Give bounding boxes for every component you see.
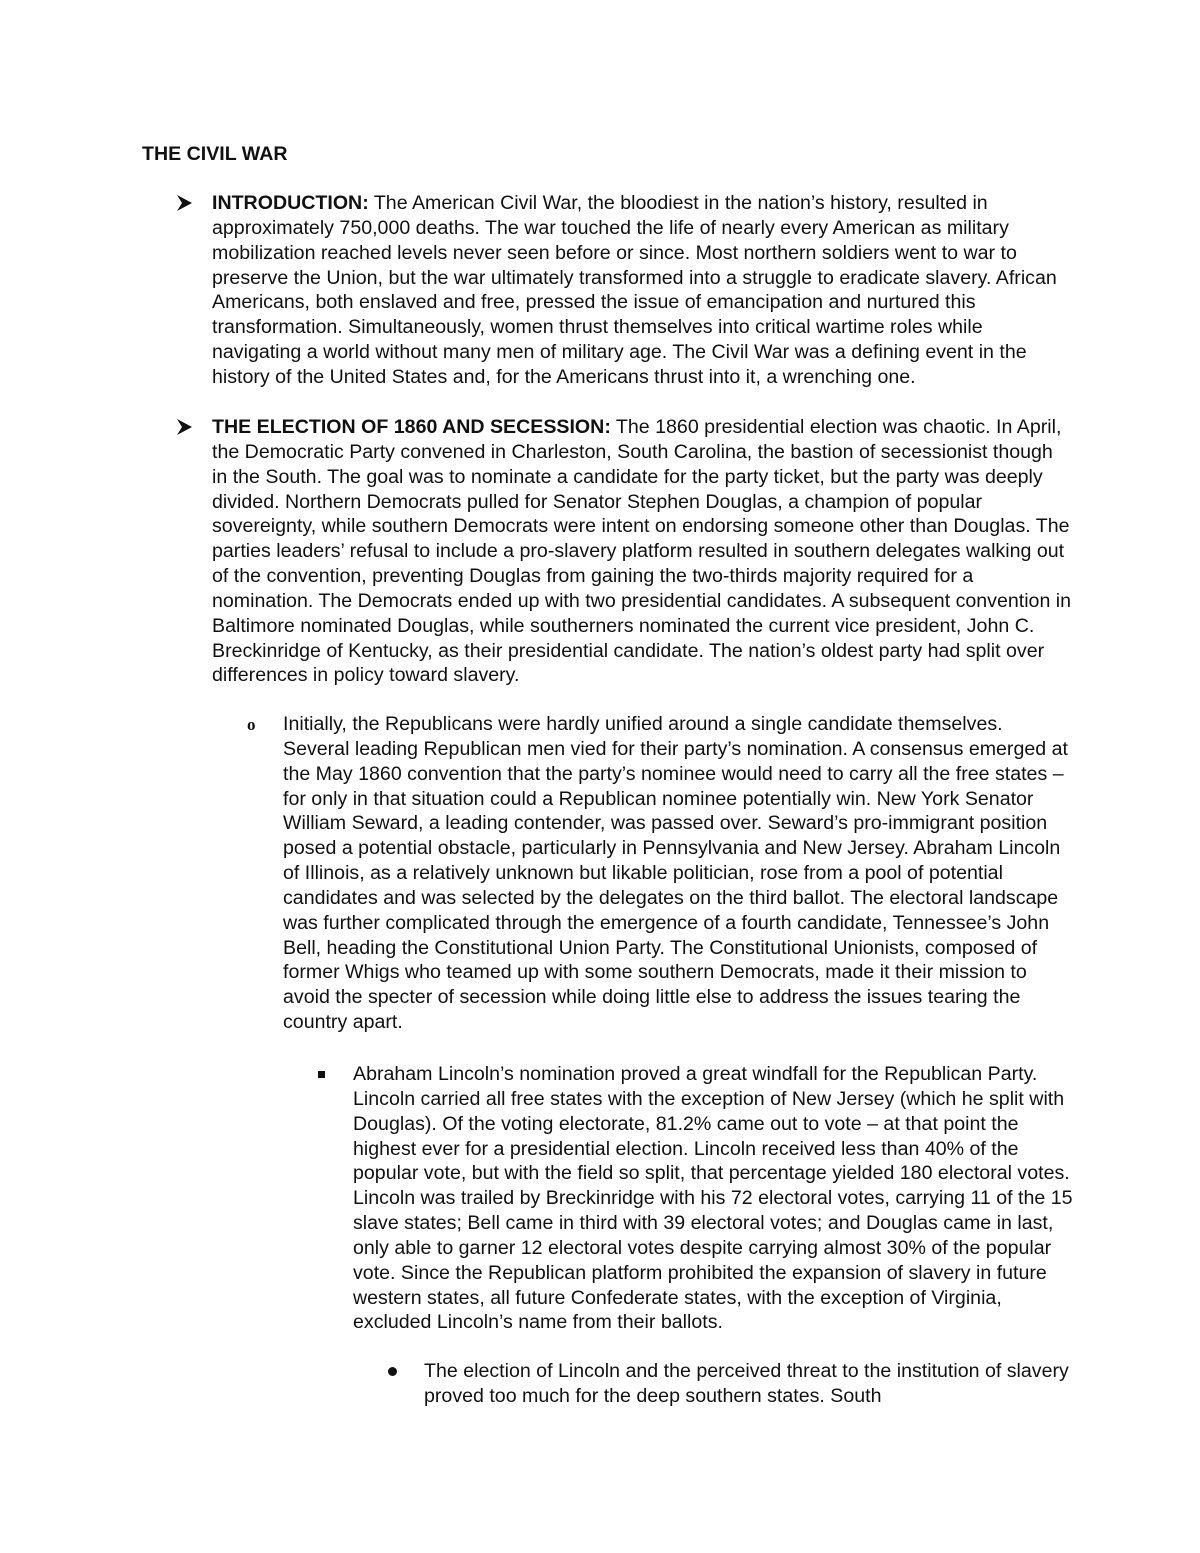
introduction-text: The American Civil War, the bloodiest in the nation’s history, resulted in approximately 750,000 deaths. The war touched the life of nearly every American as military mobilization reached levels never seen before or since. Most northern soldiers went to war to preserve the Union, but the war ultimately transformed into a struggle to eradicate slavery. African Americans, both enslaved and free, pressed the issue of emancipation and nurtured this transformation. Simultaneously, women thrust themselves into critical wartime roles while navigating a world without many men of military age. The Civil War was a defining event in the history of the United States and, for the Americans thrust into it, a wrenching one.: [212, 192, 1057, 388]
lincoln-item: [353, 1062, 1073, 1335]
republicans-item: [247, 712, 1073, 1035]
secession-paragraph: The election of Lincoln and the perceived threat to the institution of slavery proved too much for the deep southern states. South: [424, 1360, 1069, 1407]
election-paragraph: [212, 415, 1072, 688]
square-bullet-icon: [318, 1071, 325, 1078]
arrowhead-bullet-icon: [174, 191, 196, 215]
lincoln-paragraph: Abraham Lincoln’s nomination proved a great windfall for the Republican Party. Lincoln carried all free states with the exception of New Jersey (which he split with Douglas). Of the voting electorate, 81.2% came out to vote – at that point the highest ever for a presidential election. Lincoln received less than 40% of the popular vote, but with the field so split, that percentage yielded 180 electoral votes. Lincoln was trailed by Breckinridge with his 72 electoral votes, carrying 11 of the 15 slave states; Bell came in third with 39 electoral votes; and Douglas came in last, only able to garner 12 electoral votes despite carrying almost 30% of the popular vote. Since the Republican platform prohibited the expansion of slavery in future western states, all future Confederate states, with the exception of Virginia, excluded Lincoln’s name from their ballots.: [353, 1063, 1073, 1334]
round-bullet-icon: [388, 1367, 397, 1376]
arrowhead-bullet-icon: [174, 415, 196, 439]
election-text: The 1860 presidential election was chaotic. In April, the Democratic Party convened in Charleston, South Carolina, the bastion of secessionist though in the South. The goal was to nominate a candidate for the party ticket, but the party was deeply divided. Northern Democrats pulled for Senator Stephen Douglas, a champion of popular sovereignty, while southern Democrats were intent on endorsing someone other than Douglas. The parties leaders’ refusal to include a pro-slavery platform resulted in southern delegates walking out of the convention, preventing Douglas from gaining the two-thirds majority required for a nomination. The Democrats ended up with two presidential candidates. A subsequent convention in Baltimore nominated Douglas, while southerners nominated the current vice president, John C. Breckinridge of Kentucky, as their presidential candidate. The nation’s oldest party had split over differences in policy toward slavery.: [212, 416, 1072, 687]
circle-o-bullet-icon: o: [247, 715, 256, 734]
secession-item: [424, 1359, 1074, 1409]
introduction-item: [212, 191, 1072, 390]
election-item: [212, 415, 1072, 688]
document-title: THE CIVIL WAR: [142, 143, 288, 165]
election-label: THE ELECTION OF 1860 AND SECESSION:: [212, 416, 611, 438]
introduction-paragraph: [212, 191, 1072, 390]
introduction-label: INTRODUCTION:: [212, 192, 369, 214]
republicans-paragraph: Initially, the Republicans were hardly unified around a single candidate themselves. Several leading Republican men vied for their party’s nomination. A consensus emerged at the May 1860 convention that the party’s nominee would need to carry all the free states – for only in that situation could a Republican nominee potentially win. New York Senator William Seward, a leading contender, was passed over. Seward’s pro-immigrant position posed a potential obstacle, particularly in Pennsylvania and New Jersey. Abraham Lincoln of Illinois, as a relatively unknown but likable politician, rose from a pool of potential candidates and was selected by the delegates on the third ballot. The electoral landscape was further complicated through the emergence of a fourth candidate, Tennessee’s John Bell, heading the Constitutional Union Party. The Constitutional Unionists, composed of former Whigs who teamed up with some southern Democrats, made it their mission to avoid the specter of secession while doing little else to address the issues tearing the country apart.: [283, 713, 1068, 1034]
